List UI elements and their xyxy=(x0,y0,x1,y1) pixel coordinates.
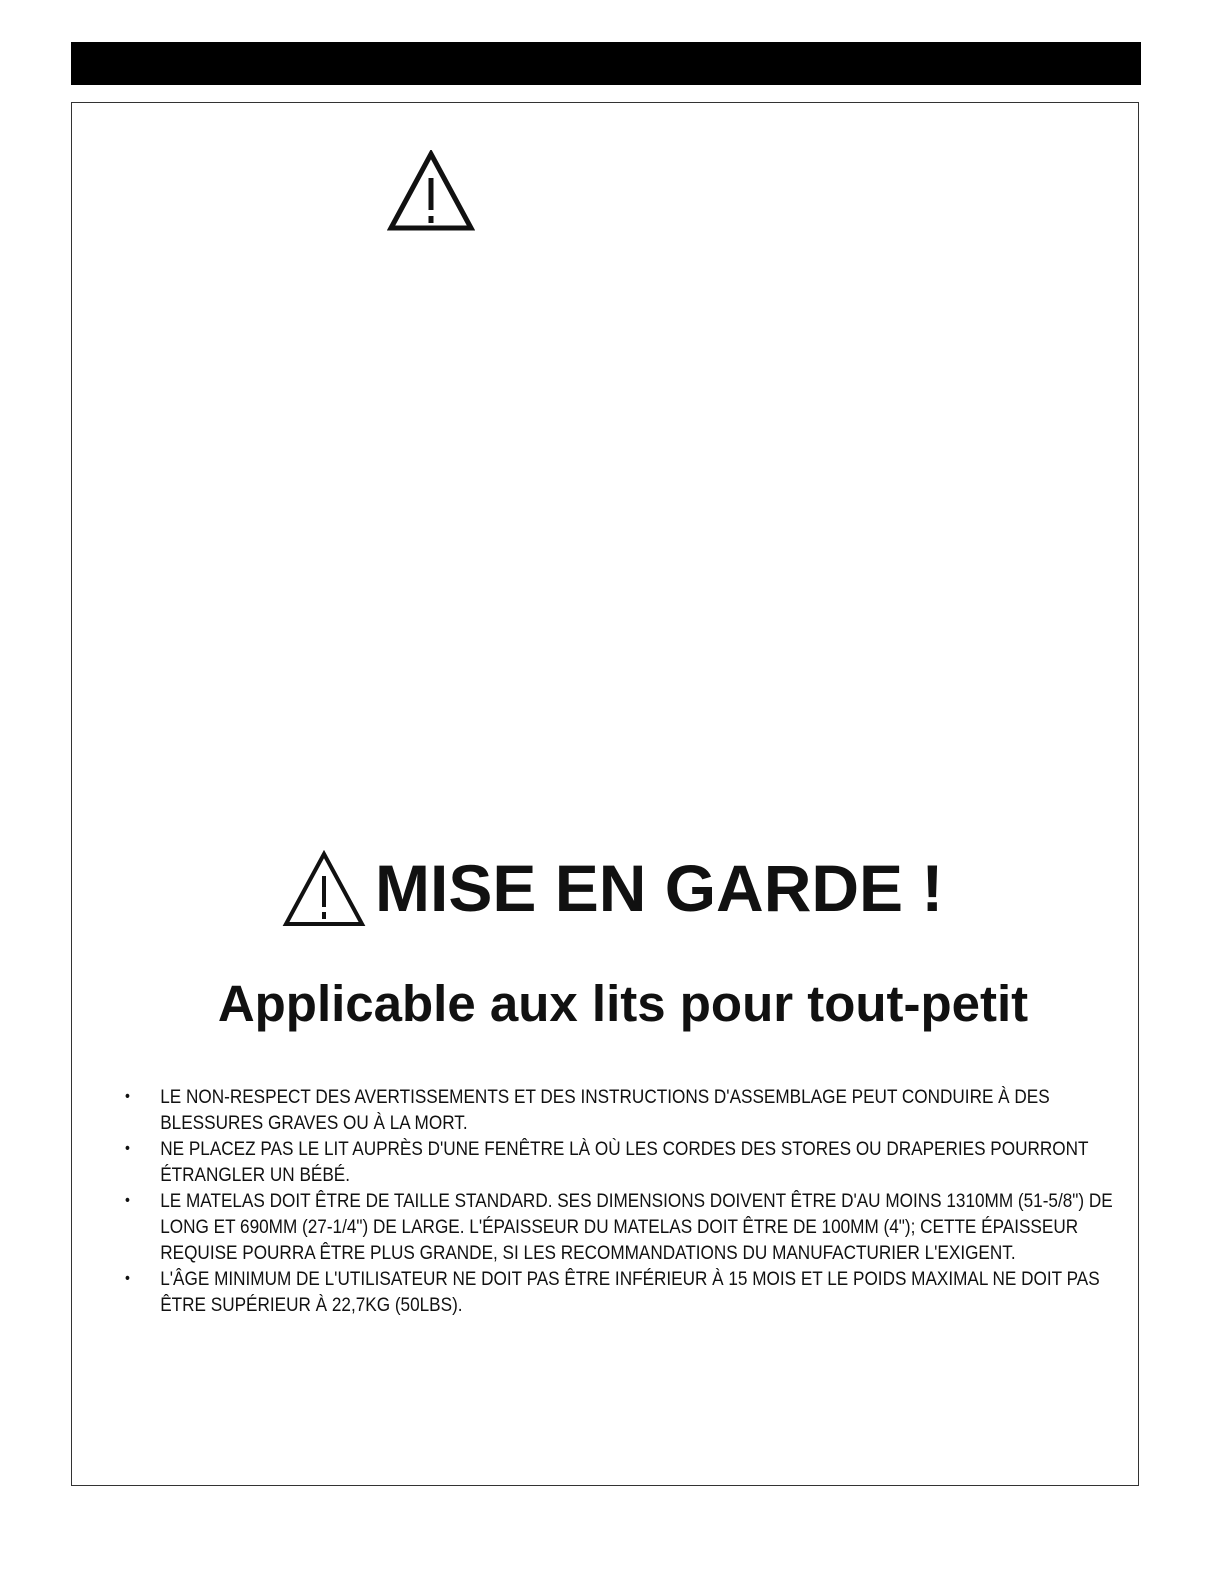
bullet: • xyxy=(125,1088,130,1105)
list-item xyxy=(118,1188,1137,1266)
warning-subtitle: Applicable aux lits pour tout-petit xyxy=(217,975,1029,1032)
warning-text: LE MATELAS DOIT ÊTRE DE TAILLE STANDARD. SES DIMENSIONS DOIVENT ÊTRE D'AU MOINS 1310MM (51-5/8") DE LONG ET 690MM (27-1/4") DE LARGE. L'ÉPAISSEUR DU MATELAS DOIT ÊTRE DE 100MM (4"); CETTE ÉPAISSEUR REQUISE POURRA ÊTRE PLUS GRANDE, SI LES RECOMMANDATIONS DU MANUFACTURIER L'EXIGENT. xyxy=(160,1190,1113,1264)
warning-text: LE NON-RESPECT DES AVERTISSEMENTS ET DES INSTRUCTIONS D'ASSEMBLAGE PEUT CONDUIRE À DES BLESSURES GRAVES OU À LA MORT. xyxy=(160,1086,1050,1134)
warning-text: L'ÂGE MINIMUM DE L'UTILISATEUR NE DOIT PAS ÊTRE INFÉRIEUR À 15 MOIS ET LE POIDS MAXIMAL NE DOIT PAS ÊTRE SUPÉRIEUR À 22,7KG (50LBS). xyxy=(160,1268,1100,1316)
list-item xyxy=(118,1084,1137,1136)
list-item xyxy=(118,1136,1137,1188)
bullet: • xyxy=(125,1192,130,1209)
warning-triangle-icon xyxy=(282,850,366,928)
warning-heading xyxy=(0,846,1224,930)
warning-title: MISE EN GARDE ! xyxy=(375,851,944,925)
warning-triangle-icon xyxy=(387,150,475,232)
header-bar xyxy=(71,42,1141,85)
warning-list xyxy=(118,1084,1113,1318)
warning-text: NE PLACEZ PAS LE LIT AUPRÈS D'UNE FENÊTRE LÀ OÙ LES CORDES DES STORES OU DRAPERIES POURRONT ÉTRANGLER UN BÉBÉ. xyxy=(160,1138,1089,1186)
list-item xyxy=(118,1266,1137,1318)
bullet: • xyxy=(125,1270,130,1287)
bullet: • xyxy=(125,1140,130,1157)
